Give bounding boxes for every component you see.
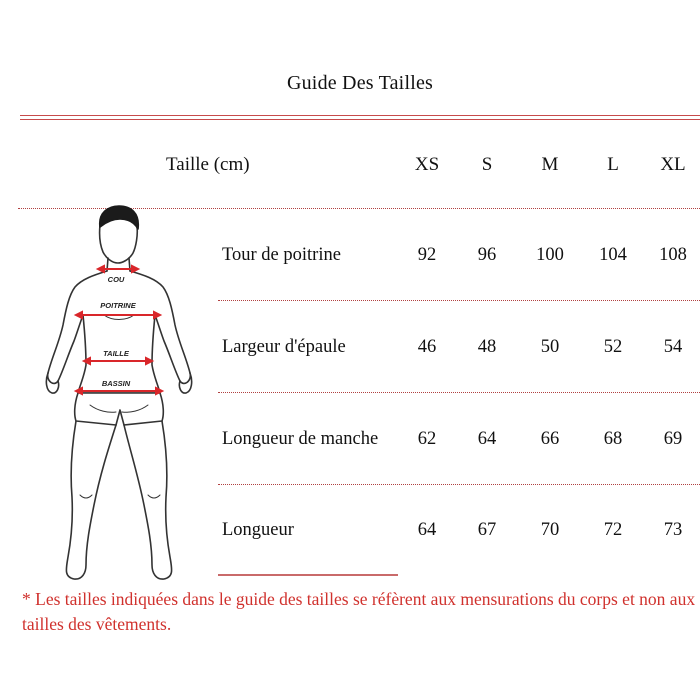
cell-value: 67 bbox=[477, 520, 497, 540]
row-divider bbox=[218, 484, 700, 485]
size-label-header: Taille (cm) bbox=[166, 154, 250, 175]
cell-value: 69 bbox=[663, 429, 683, 449]
cell-value: 68 bbox=[603, 429, 623, 449]
cell-value: 48 bbox=[477, 337, 497, 357]
size-header-xs: XS bbox=[414, 154, 440, 175]
cell-value: 54 bbox=[663, 337, 683, 357]
cell-value: 108 bbox=[659, 245, 687, 265]
waist-label: TAILLE bbox=[103, 349, 129, 358]
size-header-m: M bbox=[541, 154, 559, 175]
size-header-xl: XL bbox=[660, 154, 686, 175]
cell-value: 50 bbox=[540, 337, 560, 357]
figure-body-outline bbox=[48, 271, 191, 393]
table-bottom-rule bbox=[218, 574, 398, 576]
cell-value: 46 bbox=[417, 337, 437, 357]
neck-label: COU bbox=[107, 275, 125, 284]
hips-label: BASSIN bbox=[101, 379, 131, 388]
cell-value: 72 bbox=[603, 520, 623, 540]
size-guide-title: Guide Des Tailles bbox=[286, 72, 434, 94]
cell-value: 70 bbox=[540, 520, 560, 540]
figure-shorts bbox=[75, 393, 164, 425]
cell-value: 92 bbox=[417, 245, 437, 265]
row-divider bbox=[218, 300, 700, 301]
cell-value: 96 bbox=[477, 245, 497, 265]
row-label: Longueur bbox=[222, 520, 294, 540]
cell-value: 66 bbox=[540, 429, 560, 449]
cell-value: 64 bbox=[477, 429, 497, 449]
title-rule-bottom bbox=[20, 119, 700, 120]
row-label: Longueur de manche bbox=[222, 429, 379, 449]
cell-value: 104 bbox=[599, 245, 627, 265]
row-label: Tour de poitrine bbox=[222, 245, 341, 265]
size-header-l: L bbox=[607, 154, 619, 175]
title-rule-top bbox=[20, 115, 700, 116]
cell-value: 100 bbox=[536, 245, 564, 265]
cell-value: 62 bbox=[417, 429, 437, 449]
cell-value: 52 bbox=[603, 337, 623, 357]
cell-value: 64 bbox=[417, 520, 437, 540]
row-label: Largeur d'épaule bbox=[222, 337, 346, 357]
body-measurement-figure bbox=[28, 205, 208, 585]
size-note: * Les tailles indiquées dans le guide des tailles se réfèrent aux mensurations du corps et non aux tailles des vêtements. bbox=[22, 589, 696, 634]
chest-label: POITRINE bbox=[100, 301, 136, 310]
size-header-s: S bbox=[481, 154, 493, 175]
cell-value: 73 bbox=[663, 520, 683, 540]
row-divider bbox=[218, 392, 700, 393]
figure-legs bbox=[66, 421, 171, 579]
